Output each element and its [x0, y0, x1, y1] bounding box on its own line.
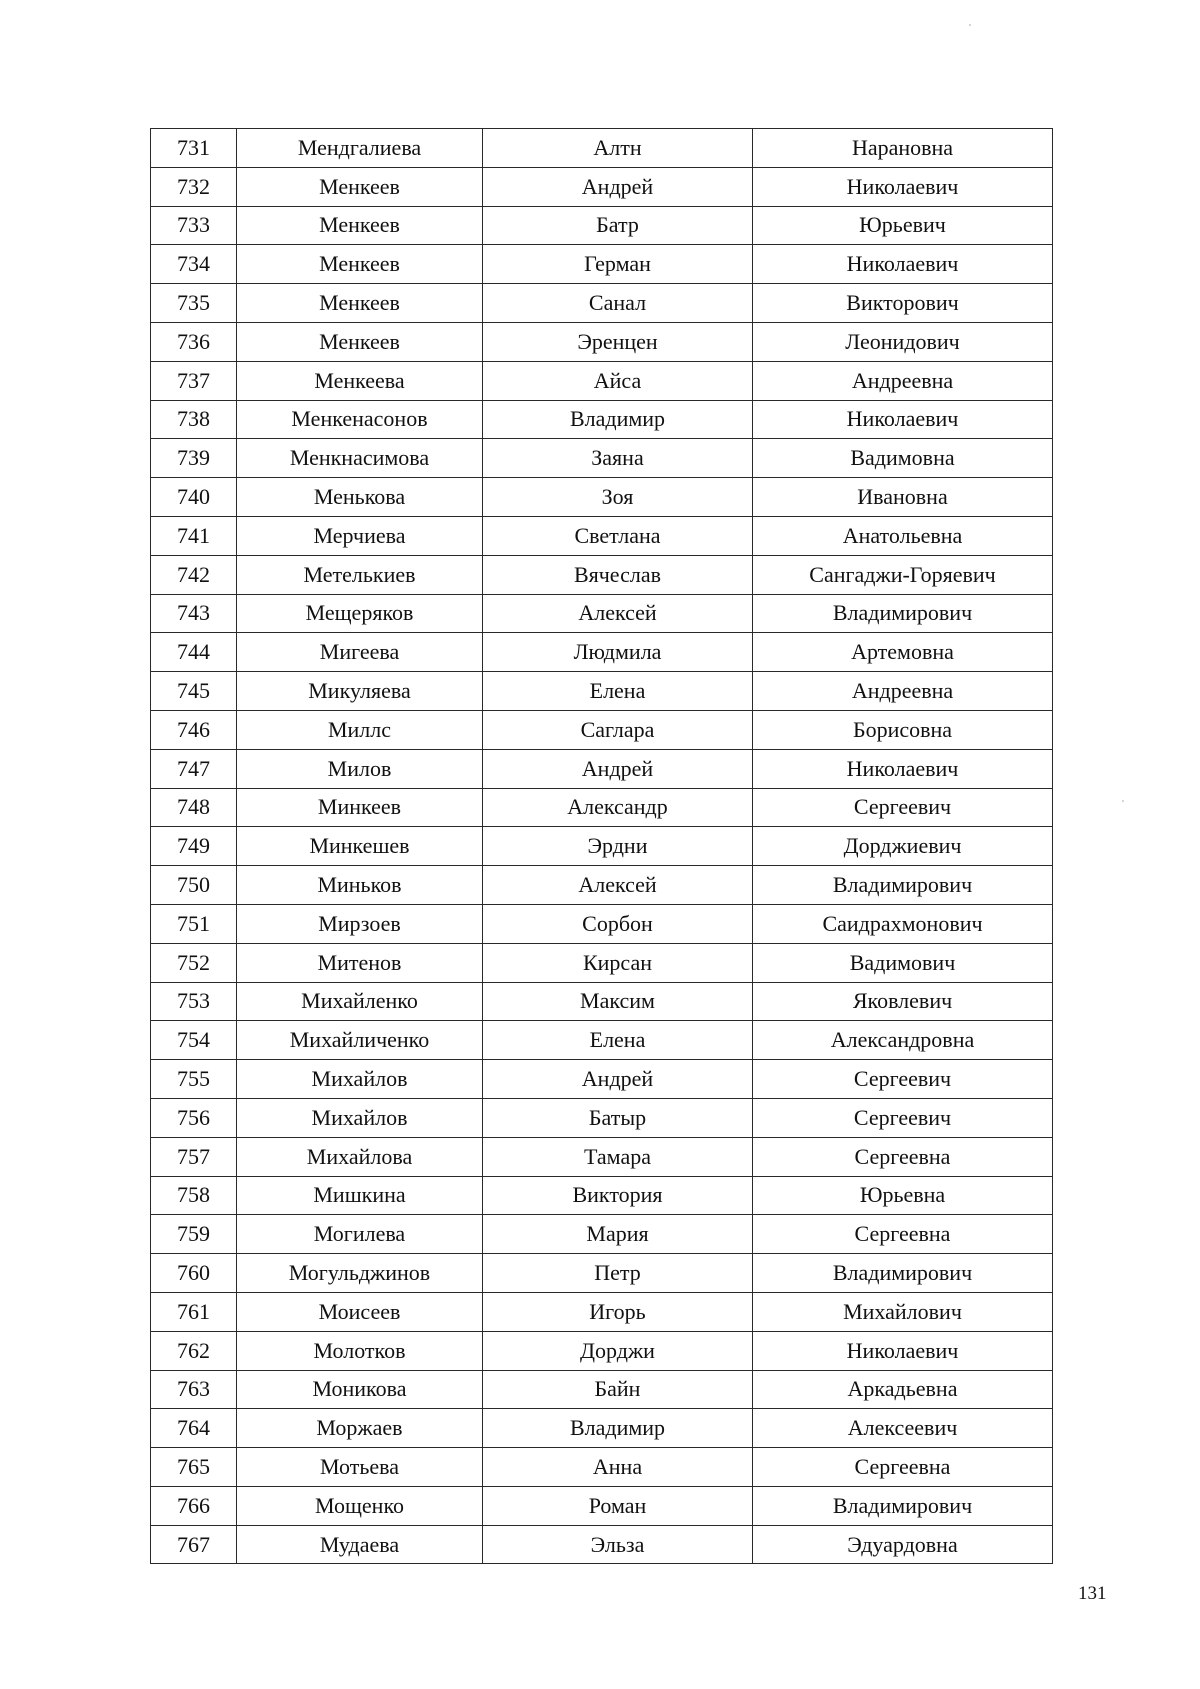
first-name-cell: Санал [483, 284, 753, 323]
table-row [151, 400, 1053, 439]
table-row [151, 1215, 1053, 1254]
patronymic-cell: Николаевич [753, 245, 1053, 284]
last-name-cell: Михайлов [237, 1098, 483, 1137]
first-name-cell: Саглара [483, 710, 753, 749]
last-name-cell: Михайлов [237, 1060, 483, 1099]
row-number-cell: 733 [151, 206, 237, 245]
row-number-cell: 765 [151, 1448, 237, 1487]
patronymic-cell: Эдуардовна [753, 1525, 1053, 1564]
page-number: 131 [1078, 1583, 1107, 1604]
table-row [151, 1060, 1053, 1099]
last-name-cell: Моржаев [237, 1409, 483, 1448]
patronymic-cell: Сергеевич [753, 788, 1053, 827]
first-name-cell: Александр [483, 788, 753, 827]
last-name-cell: Менкеев [237, 167, 483, 206]
last-name-cell: Микуляева [237, 672, 483, 711]
table-row [151, 1292, 1053, 1331]
patronymic-cell: Сангаджи-Горяевич [753, 555, 1053, 594]
table-row [151, 749, 1053, 788]
roster-table-body [151, 129, 1053, 1564]
row-number-cell: 739 [151, 439, 237, 478]
table-row [151, 284, 1053, 323]
table-row [151, 129, 1053, 168]
patronymic-cell: Николаевич [753, 1331, 1053, 1370]
table-row [151, 439, 1053, 478]
table-row [151, 516, 1053, 555]
row-number-cell: 753 [151, 982, 237, 1021]
row-number-cell: 732 [151, 167, 237, 206]
last-name-cell: Мудаева [237, 1525, 483, 1564]
table-row [151, 1448, 1053, 1487]
row-number-cell: 767 [151, 1525, 237, 1564]
patronymic-cell: Юрьевна [753, 1176, 1053, 1215]
first-name-cell: Алтн [483, 129, 753, 168]
patronymic-cell: Николаевич [753, 749, 1053, 788]
table-row [151, 206, 1053, 245]
row-number-cell: 766 [151, 1486, 237, 1525]
row-number-cell: 762 [151, 1331, 237, 1370]
table-row [151, 827, 1053, 866]
first-name-cell: Сорбон [483, 904, 753, 943]
row-number-cell: 742 [151, 555, 237, 594]
patronymic-cell: Ивановна [753, 478, 1053, 517]
last-name-cell: Мощенко [237, 1486, 483, 1525]
table-row [151, 710, 1053, 749]
patronymic-cell: Яковлевич [753, 982, 1053, 1021]
patronymic-cell: Артемовна [753, 633, 1053, 672]
first-name-cell: Елена [483, 672, 753, 711]
last-name-cell: Моисеев [237, 1292, 483, 1331]
first-name-cell: Герман [483, 245, 753, 284]
first-name-cell: Игорь [483, 1292, 753, 1331]
last-name-cell: Менкеев [237, 322, 483, 361]
table-row [151, 1254, 1053, 1293]
patronymic-cell: Сергеевна [753, 1215, 1053, 1254]
scan-speck [1122, 800, 1124, 802]
last-name-cell: Метелькиев [237, 555, 483, 594]
table-row [151, 245, 1053, 284]
first-name-cell: Заяна [483, 439, 753, 478]
table-row [151, 1486, 1053, 1525]
last-name-cell: Мендгалиева [237, 129, 483, 168]
row-number-cell: 759 [151, 1215, 237, 1254]
table-row [151, 672, 1053, 711]
patronymic-cell: Михайлович [753, 1292, 1053, 1331]
row-number-cell: 754 [151, 1021, 237, 1060]
last-name-cell: Мерчиева [237, 516, 483, 555]
table-row [151, 361, 1053, 400]
first-name-cell: Эльза [483, 1525, 753, 1564]
row-number-cell: 738 [151, 400, 237, 439]
row-number-cell: 734 [151, 245, 237, 284]
first-name-cell: Вячеслав [483, 555, 753, 594]
first-name-cell: Батыр [483, 1098, 753, 1137]
patronymic-cell: Владимирович [753, 594, 1053, 633]
table-row [151, 982, 1053, 1021]
first-name-cell: Андрей [483, 749, 753, 788]
patronymic-cell: Алексеевич [753, 1409, 1053, 1448]
last-name-cell: Менкеева [237, 361, 483, 400]
patronymic-cell: Вадимович [753, 943, 1053, 982]
patronymic-cell: Борисовна [753, 710, 1053, 749]
table-row [151, 633, 1053, 672]
patronymic-cell: Сергеевна [753, 1448, 1053, 1487]
first-name-cell: Эрдни [483, 827, 753, 866]
patronymic-cell: Владимирович [753, 866, 1053, 905]
last-name-cell: Миллс [237, 710, 483, 749]
table-row [151, 1137, 1053, 1176]
first-name-cell: Людмила [483, 633, 753, 672]
last-name-cell: Михайличенко [237, 1021, 483, 1060]
table-row [151, 322, 1053, 361]
patronymic-cell: Андреевна [753, 361, 1053, 400]
first-name-cell: Светлана [483, 516, 753, 555]
last-name-cell: Мирзоев [237, 904, 483, 943]
first-name-cell: Роман [483, 1486, 753, 1525]
row-number-cell: 748 [151, 788, 237, 827]
last-name-cell: Моникова [237, 1370, 483, 1409]
patronymic-cell: Владимирович [753, 1254, 1053, 1293]
patronymic-cell: Вадимовна [753, 439, 1053, 478]
patronymic-cell: Юрьевич [753, 206, 1053, 245]
row-number-cell: 757 [151, 1137, 237, 1176]
last-name-cell: Могульджинов [237, 1254, 483, 1293]
patronymic-cell: Владимирович [753, 1486, 1053, 1525]
roster-table [150, 128, 1053, 1564]
last-name-cell: Мотьева [237, 1448, 483, 1487]
first-name-cell: Айса [483, 361, 753, 400]
first-name-cell: Виктория [483, 1176, 753, 1215]
last-name-cell: Молотков [237, 1331, 483, 1370]
first-name-cell: Алексей [483, 866, 753, 905]
table-row [151, 904, 1053, 943]
first-name-cell: Владимир [483, 400, 753, 439]
first-name-cell: Петр [483, 1254, 753, 1293]
table-row [151, 1370, 1053, 1409]
first-name-cell: Максим [483, 982, 753, 1021]
last-name-cell: Миньков [237, 866, 483, 905]
first-name-cell: Дорджи [483, 1331, 753, 1370]
first-name-cell: Анна [483, 1448, 753, 1487]
last-name-cell: Менкеев [237, 284, 483, 323]
first-name-cell: Алексей [483, 594, 753, 633]
table-row [151, 943, 1053, 982]
last-name-cell: Минкеев [237, 788, 483, 827]
row-number-cell: 736 [151, 322, 237, 361]
row-number-cell: 731 [151, 129, 237, 168]
patronymic-cell: Дорджиевич [753, 827, 1053, 866]
last-name-cell: Мигеева [237, 633, 483, 672]
scan-speck [969, 24, 971, 26]
row-number-cell: 735 [151, 284, 237, 323]
patronymic-cell: Сергеевич [753, 1060, 1053, 1099]
last-name-cell: Минкешев [237, 827, 483, 866]
patronymic-cell: Саидрахмонович [753, 904, 1053, 943]
patronymic-cell: Сергеевна [753, 1137, 1053, 1176]
table-row [151, 1409, 1053, 1448]
row-number-cell: 740 [151, 478, 237, 517]
first-name-cell: Андрей [483, 167, 753, 206]
first-name-cell: Эренцен [483, 322, 753, 361]
patronymic-cell: Сергеевич [753, 1098, 1053, 1137]
table-row [151, 1021, 1053, 1060]
row-number-cell: 747 [151, 749, 237, 788]
row-number-cell: 756 [151, 1098, 237, 1137]
first-name-cell: Батр [483, 206, 753, 245]
table-row [151, 594, 1053, 633]
roster-table-container [150, 128, 1052, 1564]
first-name-cell: Зоя [483, 478, 753, 517]
row-number-cell: 763 [151, 1370, 237, 1409]
row-number-cell: 764 [151, 1409, 237, 1448]
first-name-cell: Тамара [483, 1137, 753, 1176]
row-number-cell: 752 [151, 943, 237, 982]
row-number-cell: 755 [151, 1060, 237, 1099]
patronymic-cell: Андреевна [753, 672, 1053, 711]
row-number-cell: 741 [151, 516, 237, 555]
first-name-cell: Мария [483, 1215, 753, 1254]
last-name-cell: Менкенасонов [237, 400, 483, 439]
last-name-cell: Менкеев [237, 245, 483, 284]
last-name-cell: Менкеев [237, 206, 483, 245]
patronymic-cell: Николаевич [753, 167, 1053, 206]
patronymic-cell: Викторович [753, 284, 1053, 323]
patronymic-cell: Аркадьевна [753, 1370, 1053, 1409]
last-name-cell: Могилева [237, 1215, 483, 1254]
first-name-cell: Байн [483, 1370, 753, 1409]
row-number-cell: 751 [151, 904, 237, 943]
table-row [151, 478, 1053, 517]
table-row [151, 1176, 1053, 1215]
last-name-cell: Милов [237, 749, 483, 788]
row-number-cell: 744 [151, 633, 237, 672]
table-row [151, 1331, 1053, 1370]
first-name-cell: Елена [483, 1021, 753, 1060]
row-number-cell: 746 [151, 710, 237, 749]
row-number-cell: 750 [151, 866, 237, 905]
table-row [151, 1525, 1053, 1564]
last-name-cell: Мишкина [237, 1176, 483, 1215]
patronymic-cell: Николаевич [753, 400, 1053, 439]
row-number-cell: 758 [151, 1176, 237, 1215]
row-number-cell: 745 [151, 672, 237, 711]
table-row [151, 1098, 1053, 1137]
last-name-cell: Митенов [237, 943, 483, 982]
last-name-cell: Мещеряков [237, 594, 483, 633]
row-number-cell: 743 [151, 594, 237, 633]
last-name-cell: Михайлова [237, 1137, 483, 1176]
row-number-cell: 760 [151, 1254, 237, 1293]
first-name-cell: Кирсан [483, 943, 753, 982]
table-row [151, 555, 1053, 594]
first-name-cell: Андрей [483, 1060, 753, 1099]
patronymic-cell: Александровна [753, 1021, 1053, 1060]
patronymic-cell: Анатольевна [753, 516, 1053, 555]
last-name-cell: Михайленко [237, 982, 483, 1021]
row-number-cell: 737 [151, 361, 237, 400]
row-number-cell: 761 [151, 1292, 237, 1331]
row-number-cell: 749 [151, 827, 237, 866]
patronymic-cell: Нарановна [753, 129, 1053, 168]
last-name-cell: Менкнасимова [237, 439, 483, 478]
last-name-cell: Менькова [237, 478, 483, 517]
first-name-cell: Владимир [483, 1409, 753, 1448]
table-row [151, 866, 1053, 905]
patronymic-cell: Леонидович [753, 322, 1053, 361]
table-row [151, 167, 1053, 206]
table-row [151, 788, 1053, 827]
